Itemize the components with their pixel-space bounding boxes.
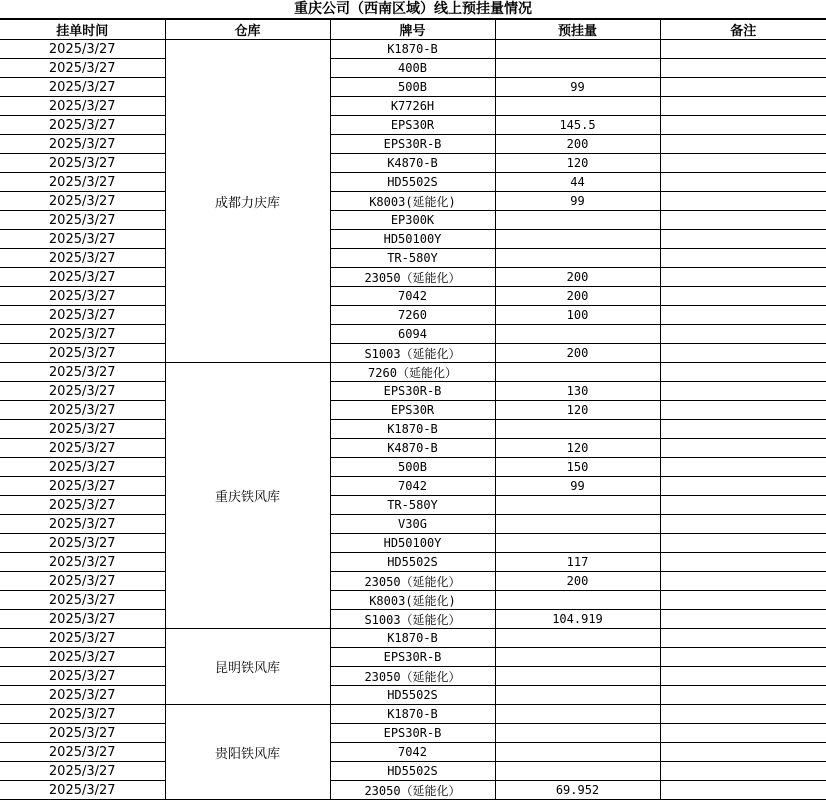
qty-cell[interactable]: 200 <box>495 344 660 363</box>
table-row <box>0 781 826 800</box>
qty-cell[interactable] <box>495 724 660 743</box>
brand-cell[interactable]: HD50100Y <box>330 230 495 249</box>
table-row <box>0 572 826 591</box>
date-cell[interactable]: 2025/3/27 <box>0 667 165 686</box>
date-cell[interactable]: 2025/3/27 <box>0 173 165 192</box>
qty-cell[interactable] <box>495 705 660 724</box>
table-row <box>0 496 826 515</box>
qty-cell[interactable] <box>495 230 660 249</box>
remark-cell[interactable] <box>660 629 826 648</box>
brand-cell[interactable]: 23050（延能化） <box>330 781 495 800</box>
brand-cell[interactable]: 23050（延能化） <box>330 667 495 686</box>
table-row <box>0 401 826 420</box>
remark-cell[interactable] <box>660 363 826 382</box>
brand-cell[interactable]: K4870-B <box>330 154 495 173</box>
remark-cell[interactable] <box>660 401 826 420</box>
table-row <box>0 211 826 230</box>
remark-cell[interactable] <box>660 230 826 249</box>
brand-cell[interactable]: EP300K <box>330 211 495 230</box>
remark-cell[interactable] <box>660 135 826 154</box>
date-cell[interactable]: 2025/3/27 <box>0 648 165 667</box>
brand-cell[interactable]: K1870-B <box>330 40 495 59</box>
remark-cell[interactable] <box>660 496 826 515</box>
qty-cell[interactable]: 44 <box>495 173 660 192</box>
table-row <box>0 724 826 743</box>
table-row <box>0 363 826 382</box>
table-row <box>0 192 826 211</box>
qty-cell[interactable] <box>495 59 660 78</box>
remark-cell[interactable] <box>660 781 826 800</box>
brand-cell[interactable]: EPS30R <box>330 116 495 135</box>
qty-cell[interactable]: 145.5 <box>495 116 660 135</box>
table-row <box>0 477 826 496</box>
qty-cell[interactable]: 120 <box>495 154 660 173</box>
remark-cell[interactable] <box>660 477 826 496</box>
header-qty[interactable]: 预挂量 <box>495 20 660 40</box>
qty-cell[interactable] <box>495 743 660 762</box>
table-row <box>0 515 826 534</box>
sheet-title: 重庆公司（西南区域）线上预挂量情况 <box>0 0 826 19</box>
qty-cell[interactable]: 120 <box>495 439 660 458</box>
date-cell[interactable]: 2025/3/27 <box>0 458 165 477</box>
remark-cell[interactable] <box>660 325 826 344</box>
date-cell[interactable]: 2025/3/27 <box>0 705 165 724</box>
remark-cell[interactable] <box>660 97 826 116</box>
date-cell[interactable]: 2025/3/27 <box>0 420 165 439</box>
brand-cell[interactable]: K8003(延能化) <box>330 192 495 211</box>
brand-cell[interactable]: K1870-B <box>330 705 495 724</box>
table-row <box>0 344 826 363</box>
header-date[interactable]: 挂单时间 <box>0 20 165 40</box>
qty-cell[interactable]: 99 <box>495 78 660 97</box>
date-cell[interactable]: 2025/3/27 <box>0 78 165 97</box>
table-row <box>0 135 826 154</box>
brand-cell[interactable]: 23050（延能化） <box>330 572 495 591</box>
brand-cell[interactable]: EPS30R-B <box>330 382 495 401</box>
remark-cell[interactable] <box>660 420 826 439</box>
qty-cell[interactable]: 130 <box>495 382 660 401</box>
brand-cell[interactable]: HD5502S <box>330 173 495 192</box>
brand-cell[interactable]: EPS30R-B <box>330 724 495 743</box>
table-row <box>0 420 826 439</box>
remark-cell[interactable] <box>660 572 826 591</box>
brand-cell[interactable]: 7260（延能化） <box>330 363 495 382</box>
date-cell[interactable]: 2025/3/27 <box>0 59 165 78</box>
date-cell[interactable]: 2025/3/27 <box>0 743 165 762</box>
remark-cell[interactable] <box>660 686 826 705</box>
remark-cell[interactable] <box>660 534 826 553</box>
date-cell[interactable]: 2025/3/27 <box>0 211 165 230</box>
brand-cell[interactable]: S1003（延能化） <box>330 610 495 629</box>
qty-cell[interactable]: 69.952 <box>495 781 660 800</box>
table-row <box>0 610 826 629</box>
remark-cell[interactable] <box>660 268 826 287</box>
date-cell[interactable]: 2025/3/27 <box>0 40 165 59</box>
brand-cell[interactable]: EPS30R-B <box>330 648 495 667</box>
table-row <box>0 439 826 458</box>
date-cell[interactable]: 2025/3/27 <box>0 230 165 249</box>
date-cell[interactable]: 2025/3/27 <box>0 762 165 781</box>
table-row <box>0 116 826 135</box>
qty-cell[interactable]: 99 <box>495 477 660 496</box>
brand-cell[interactable]: 500B <box>330 78 495 97</box>
remark-cell[interactable] <box>660 173 826 192</box>
table-row <box>0 382 826 401</box>
table-row <box>0 325 826 344</box>
qty-cell[interactable]: 120 <box>495 401 660 420</box>
table-row <box>0 230 826 249</box>
table-row <box>0 591 826 610</box>
brand-cell[interactable]: 7042 <box>330 477 495 496</box>
brand-cell[interactable]: 500B <box>330 458 495 477</box>
table-row <box>0 762 826 781</box>
brand-cell[interactable]: 23050（延能化） <box>330 268 495 287</box>
remark-cell[interactable] <box>660 344 826 363</box>
header-row <box>0 20 826 40</box>
brand-cell[interactable]: HD5502S <box>330 686 495 705</box>
date-cell[interactable]: 2025/3/27 <box>0 553 165 572</box>
date-cell[interactable]: 2025/3/27 <box>0 439 165 458</box>
date-cell[interactable]: 2025/3/27 <box>0 496 165 515</box>
remark-cell[interactable] <box>660 705 826 724</box>
qty-cell[interactable] <box>495 325 660 344</box>
qty-cell[interactable] <box>495 515 660 534</box>
table-row <box>0 686 826 705</box>
brand-cell[interactable]: V30G <box>330 515 495 534</box>
qty-cell[interactable] <box>495 363 660 382</box>
brand-cell[interactable]: K4870-B <box>330 439 495 458</box>
remark-cell[interactable] <box>660 553 826 572</box>
date-cell[interactable]: 2025/3/27 <box>0 629 165 648</box>
qty-cell[interactable]: 104.919 <box>495 610 660 629</box>
date-cell[interactable]: 2025/3/27 <box>0 135 165 154</box>
table-row <box>0 743 826 762</box>
qty-cell[interactable] <box>495 249 660 268</box>
table-row <box>0 458 826 477</box>
date-cell[interactable]: 2025/3/27 <box>0 781 165 800</box>
remark-cell[interactable] <box>660 610 826 629</box>
header-remark[interactable]: 备注 <box>660 20 826 40</box>
date-cell[interactable]: 2025/3/27 <box>0 591 165 610</box>
qty-cell[interactable] <box>495 648 660 667</box>
table-row <box>0 173 826 192</box>
qty-cell[interactable] <box>495 97 660 116</box>
preorder-table <box>0 19 826 800</box>
remark-cell[interactable] <box>660 762 826 781</box>
remark-cell[interactable] <box>660 59 826 78</box>
remark-cell[interactable] <box>660 382 826 401</box>
remark-cell[interactable] <box>660 306 826 325</box>
brand-cell[interactable]: HD5502S <box>330 762 495 781</box>
date-cell[interactable]: 2025/3/27 <box>0 287 165 306</box>
qty-cell[interactable] <box>495 629 660 648</box>
brand-cell[interactable]: HD5502S <box>330 553 495 572</box>
brand-cell[interactable]: TR-580Y <box>330 496 495 515</box>
brand-cell[interactable]: K1870-B <box>330 629 495 648</box>
qty-cell[interactable] <box>495 420 660 439</box>
date-cell[interactable]: 2025/3/27 <box>0 325 165 344</box>
qty-cell[interactable]: 100 <box>495 306 660 325</box>
date-cell[interactable]: 2025/3/27 <box>0 154 165 173</box>
remark-cell[interactable] <box>660 591 826 610</box>
header-brand[interactable]: 牌号 <box>330 20 495 40</box>
table-row <box>0 534 826 553</box>
table-row <box>0 59 826 78</box>
table-row <box>0 648 826 667</box>
remark-cell[interactable] <box>660 724 826 743</box>
qty-cell[interactable]: 117 <box>495 553 660 572</box>
remark-cell[interactable] <box>660 40 826 59</box>
brand-cell[interactable]: K1870-B <box>330 420 495 439</box>
remark-cell[interactable] <box>660 154 826 173</box>
table-row <box>0 268 826 287</box>
date-cell[interactable]: 2025/3/27 <box>0 610 165 629</box>
table-row <box>0 306 826 325</box>
date-cell[interactable]: 2025/3/27 <box>0 686 165 705</box>
table-row <box>0 78 826 97</box>
brand-cell[interactable]: S1003（延能化） <box>330 344 495 363</box>
table-row <box>0 249 826 268</box>
remark-cell[interactable] <box>660 249 826 268</box>
date-cell[interactable]: 2025/3/27 <box>0 363 165 382</box>
date-cell[interactable]: 2025/3/27 <box>0 401 165 420</box>
date-cell[interactable]: 2025/3/27 <box>0 382 165 401</box>
qty-cell[interactable] <box>495 496 660 515</box>
remark-cell[interactable] <box>660 211 826 230</box>
header-warehouse[interactable]: 仓库 <box>165 20 330 40</box>
brand-cell[interactable]: EPS30R-B <box>330 135 495 154</box>
remark-cell[interactable] <box>660 743 826 762</box>
table-body <box>0 40 826 800</box>
brand-cell[interactable]: HD50100Y <box>330 534 495 553</box>
date-cell[interactable]: 2025/3/27 <box>0 724 165 743</box>
remark-cell[interactable] <box>660 667 826 686</box>
brand-cell[interactable]: 7042 <box>330 287 495 306</box>
date-cell[interactable]: 2025/3/27 <box>0 249 165 268</box>
warehouse-cell[interactable]: 昆明铁风库 <box>165 629 330 705</box>
remark-cell[interactable] <box>660 458 826 477</box>
date-cell[interactable]: 2025/3/27 <box>0 116 165 135</box>
brand-cell[interactable]: EPS30R <box>330 401 495 420</box>
qty-cell[interactable] <box>495 40 660 59</box>
table-row <box>0 287 826 306</box>
date-cell[interactable]: 2025/3/27 <box>0 192 165 211</box>
date-cell[interactable]: 2025/3/27 <box>0 572 165 591</box>
date-cell[interactable]: 2025/3/27 <box>0 477 165 496</box>
table-row <box>0 553 826 572</box>
remark-cell[interactable] <box>660 515 826 534</box>
remark-cell[interactable] <box>660 287 826 306</box>
brand-cell[interactable]: K7726H <box>330 97 495 116</box>
brand-cell[interactable]: 7260 <box>330 306 495 325</box>
brand-cell[interactable]: 7042 <box>330 743 495 762</box>
warehouse-cell[interactable]: 重庆铁风库 <box>165 363 330 629</box>
brand-cell[interactable]: TR-580Y <box>330 249 495 268</box>
table-row <box>0 40 826 59</box>
qty-cell[interactable] <box>495 534 660 553</box>
table-row <box>0 705 826 724</box>
qty-cell[interactable]: 200 <box>495 268 660 287</box>
date-cell[interactable]: 2025/3/27 <box>0 268 165 287</box>
qty-cell[interactable]: 150 <box>495 458 660 477</box>
table-row <box>0 97 826 116</box>
qty-cell[interactable]: 200 <box>495 287 660 306</box>
remark-cell[interactable] <box>660 192 826 211</box>
warehouse-cell[interactable]: 成都力庆库 <box>165 40 330 363</box>
brand-cell[interactable]: K8003(延能化) <box>330 591 495 610</box>
qty-cell[interactable] <box>495 667 660 686</box>
brand-cell[interactable]: 400B <box>330 59 495 78</box>
qty-cell[interactable] <box>495 686 660 705</box>
table-row <box>0 629 826 648</box>
qty-cell[interactable]: 200 <box>495 135 660 154</box>
remark-cell[interactable] <box>660 648 826 667</box>
brand-cell[interactable]: 6094 <box>330 325 495 344</box>
date-cell[interactable]: 2025/3/27 <box>0 344 165 363</box>
warehouse-cell[interactable]: 贵阳铁风库 <box>165 705 330 800</box>
date-cell[interactable]: 2025/3/27 <box>0 534 165 553</box>
remark-cell[interactable] <box>660 78 826 97</box>
table-row <box>0 154 826 173</box>
qty-cell[interactable] <box>495 211 660 230</box>
date-cell[interactable]: 2025/3/27 <box>0 306 165 325</box>
remark-cell[interactable] <box>660 439 826 458</box>
qty-cell[interactable] <box>495 591 660 610</box>
qty-cell[interactable]: 200 <box>495 572 660 591</box>
qty-cell[interactable]: 99 <box>495 192 660 211</box>
date-cell[interactable]: 2025/3/27 <box>0 97 165 116</box>
date-cell[interactable]: 2025/3/27 <box>0 515 165 534</box>
qty-cell[interactable] <box>495 762 660 781</box>
remark-cell[interactable] <box>660 116 826 135</box>
table-row <box>0 667 826 686</box>
